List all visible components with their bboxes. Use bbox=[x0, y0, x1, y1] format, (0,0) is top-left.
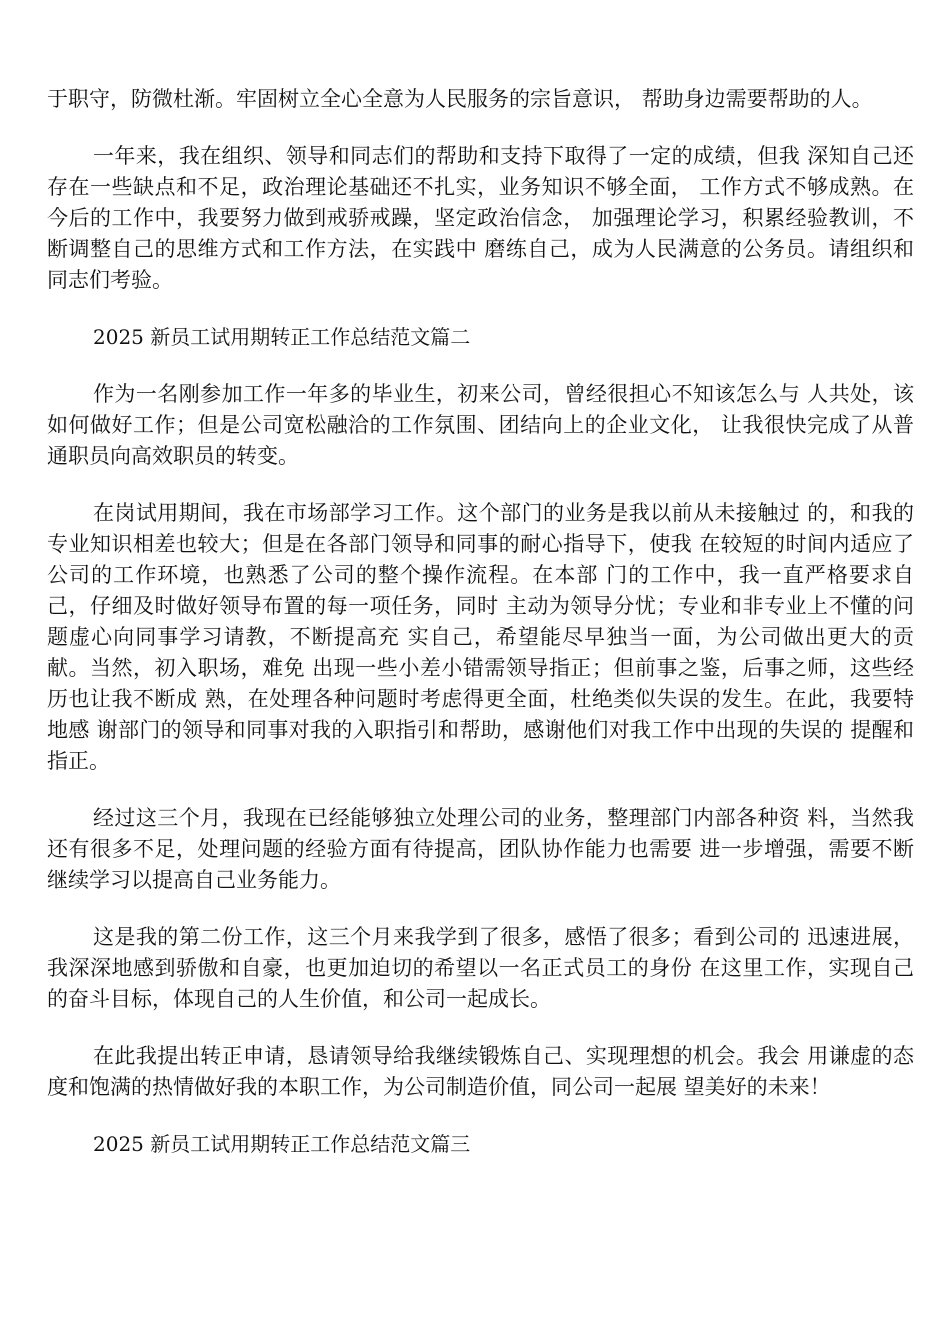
paragraph-4: 在岗试用期间，我在市场部学习工作。这个部门的业务是我以前从未接触过 的，和我的专业知识相差也较大；但是在各部门领导和同事的耐心指导下，使我 在较短的时间内适应了公司的工作环境，也熟悉了公司的整个操作流程。在本部 门的工作中，我一直严格要求自己，仔细及时做好领导布置的每一项任务，同时 主动为领导分忧；专业和非专业上不懂的问题虚心向同事学习请教，不断提高充 实自己，希望能尽早独当一面，为公司做出更大的贡献。当然，初入职场，难免 出现一些小差小错需领导指正；但前事之鉴，后事之师，这些经历也让我不断成 熟，在处理各种问题时考虑得更全面，杜绝类似失误的发生。在此，我要特地感 谢部门的领导和同事对我的入职指引和帮助，感谢他们对我工作中出现的失误的 提醒和指正。 bbox=[47, 501, 914, 773]
section-heading-2: 2025 新员工试用期转正工作总结范文篇二 bbox=[93, 325, 471, 349]
paragraph-6: 这是我的第二份工作，这三个月来我学到了很多，感悟了很多；看到公司的 迅速进展，我深深地感到骄傲和自豪，也更加迫切的希望以一名正式员工的身份 在这里工作，实现自己的奋斗目标，体现自己的人生价值，和公司一起成长。 bbox=[47, 925, 914, 1011]
paragraph-1: 于职守，防微杜渐。牢固树立全心全意为人民服务的宗旨意识， 帮助身边需要帮助的人。 bbox=[47, 87, 873, 111]
document-page bbox=[47, 84, 914, 1186]
section-heading-3: 2025 新员工试用期转正工作总结范文篇三 bbox=[93, 1132, 471, 1156]
paragraph-3: 作为一名刚参加工作一年多的毕业生，初来公司，曾经很担心不知该怎么与 人共处，该如何做好工作；但是公司宽松融洽的工作氛围、团结向上的企业文化， 让我很快完成了从普通职员向高效职员的转变。 bbox=[47, 382, 914, 468]
paragraph-7: 在此我提出转正申请，恳请领导给我继续锻炼自己、实现理想的机会。我会 用谦虚的态度和饱满的热情做好我的本职工作，为公司制造价值，同公司一起展 望美好的未来！ bbox=[47, 1044, 914, 1099]
paragraph-2: 一年来，我在组织、领导和同志们的帮助和支持下取得了一定的成绩，但我 深知自己还存在一些缺点和不足，政治理论基础还不扎实，业务知识不够全面， 工作方式不够成熟。在今后的工作中，我要努力做到戒骄戒躁，坚定政治信念， 加强理论学习，积累经验教训，不断调整自己的思维方式和工作方法，在实践中 磨练自己，成为人民满意的公务员。请组织和同志们考验。 bbox=[47, 144, 914, 292]
paragraph-5: 经过这三个月，我现在已经能够独立处理公司的业务，整理部门内部各种资 料，当然我还有很多不足，处理问题的经验方面有待提高，团队协作能力也需要 进一步增强，需要不断继续学习以提高自己业务能力。 bbox=[47, 806, 914, 892]
